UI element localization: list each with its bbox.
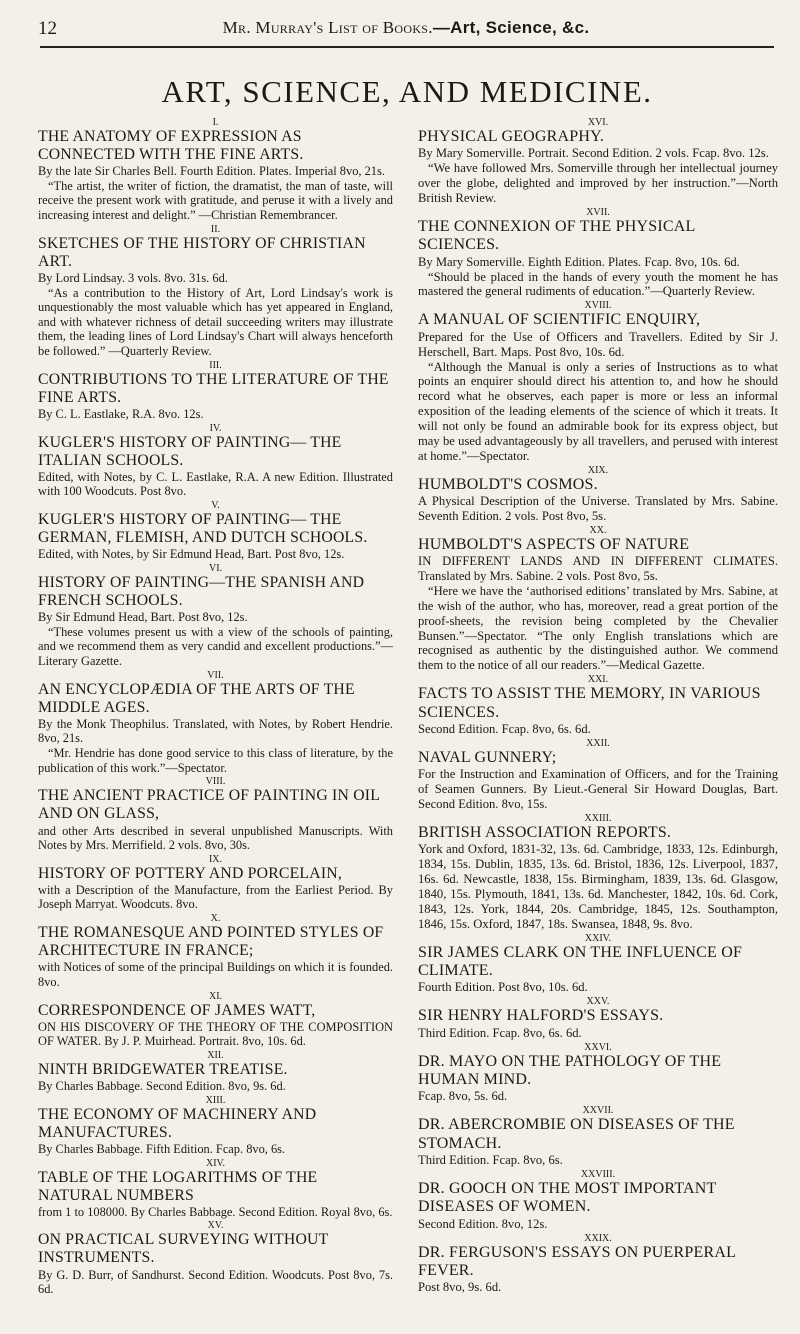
entry-review-quote: “As a contribution to the History of Art, Lord Lindsay's work is unquestionably the most valuable which has yet appeared in England, and with whatever richness of detail succeeding writers may illustrate them, the leading lines of Lord Lindsay's Chart will always henceforth be followed.” —Quarterly Review. [38, 285, 393, 359]
entry-title: DR. MAYO ON THE PATHOLOGY OF THE HUMAN MIND. [418, 1052, 722, 1088]
entry-number: XVI. [587, 117, 609, 128]
entry-description: Edited, with Notes, by C. L. Eastlake, R.A. A new Edition. Illustrated with 100 Woodcuts. Post 8vo. [38, 469, 393, 499]
catalogue-entry [418, 466, 778, 524]
entry-number: VIII. [205, 776, 226, 788]
entry-title: DR. FERGUSON'S ESSAYS ON PUERPERAL FEVER. [418, 1243, 736, 1279]
entry-number: XIII. [205, 1094, 226, 1106]
entry-number: XXVIII. [580, 1168, 616, 1180]
entry-title: FACTS TO ASSIST THE MEMORY, IN VARIOUS SCIENCES. [418, 685, 761, 721]
entry-title: CONTRIBUTIONS TO THE LITERATURE OF THE FINE ARTS. [38, 370, 389, 406]
entry-description: By Mary Somerville. Portrait. Second Edition. 2 vols. Fcap. 8vo. 12s. [418, 146, 769, 161]
entry-review-quote: “Mr. Hendrie has done good service to this class of literature, by the publication of this work.”—Spectator. [38, 746, 393, 775]
entry-title: DR. GOOCH ON THE MOST IMPORTANT DISEASES OF WOMEN. [418, 1179, 717, 1216]
entry-title: SIR HENRY HALFORD'S ESSAYS. [418, 1007, 664, 1025]
entry-description: Fourth Edition. Post 8vo, 10s. 6d. [418, 980, 588, 995]
entry-title: CORRESPONDENCE OF JAMES WATT, [38, 1001, 316, 1019]
left-column [38, 116, 393, 1299]
catalogue-entry [38, 914, 393, 989]
entry-review-quote: “These volumes present us with a view of the schools of painting, and we recommend them as very candid and excellent productions.”—Literary Gazette. [38, 624, 393, 668]
entry-title: THE ECONOMY OF MACHINERY AND MANUFACTURES. [38, 1105, 317, 1141]
catalogue-entry [38, 564, 393, 669]
entry-title: NINTH BRIDGEWATER TREATISE. [38, 1060, 288, 1078]
page-header [38, 18, 774, 42]
entry-title: SKETCHES OF THE HISTORY OF CHRISTIAN ART. [38, 234, 366, 270]
catalogue-entry [418, 1170, 778, 1232]
running-title-main: Mr. Murray's List of Books. [222, 18, 433, 37]
entry-number: IX. [208, 853, 223, 865]
entry-number: III. [209, 359, 222, 371]
entry-number: XIX. [587, 464, 609, 476]
entry-description: By the late Sir Charles Bell. Fourth Edition. Plates. Imperial 8vo, 21s. [38, 164, 385, 179]
entry-review-quote: “Here we have the ‘authorised editions’ translated by Mrs. Sabine, at the wish of the author, who has, moreover, read a great portion of the proof-sheets, the revision being completed by the Chevalier Bunsen.”—Spectator. “The only English translations which are recognised as authentic by the distinguished author. We commend them to the notice of all our readers.”—Medical Gazette. [418, 583, 778, 673]
entry-description: Third Edition. Fcap. 8vo, 6s. [418, 1153, 563, 1168]
entry-number: II. [210, 223, 221, 235]
catalogue-entry [38, 225, 393, 359]
entry-title: KUGLER'S HISTORY OF PAINTING— THE ITALIAN SCHOOLS. [38, 433, 342, 469]
entry-description: with Notices of some of the principal Buildings on which it is founded. 8vo. [38, 960, 393, 989]
entry-number: XXII. [586, 737, 610, 749]
catalogue-entry [38, 424, 393, 499]
entry-title: TABLE OF THE LOGARITHMS OF THE NATURAL NUMBERS [38, 1168, 318, 1204]
entry-number: XXIII. [584, 812, 612, 824]
entry-title: AN ENCYCLOPÆDIA OF THE ARTS OF THE MIDDLE AGES. [38, 680, 355, 716]
running-title-sub: —Art, Science, &c. [432, 18, 590, 37]
entry-description: IN DIFFERENT LANDS AND IN DIFFERENT CLIMATES. Translated by Mrs. Sabine. 2 vols. Post 8vo, 5s. [418, 554, 778, 584]
entry-title: THE ANCIENT PRACTICE OF PAINTING IN OIL AND ON GLASS, [38, 787, 380, 823]
right-column [418, 116, 778, 1297]
entry-title: PHYSICAL GEOGRAPHY. [418, 128, 605, 145]
entry-description: By G. D. Burr, of Sandhurst. Second Edition. Woodcuts. Post 8vo, 7s. 6d. [38, 1267, 393, 1297]
entry-review-quote: “Should be placed in the hands of every youth the moment he has mastered the general rudiments of education.”—Quarterly Review. [418, 269, 778, 299]
catalogue-entry [38, 777, 393, 852]
entry-review-quote: “Although the Manual is only a series of Instructions as to what points an enquirer should direct his attention to, and how he should record what he observes, each paper is more or less an informal exposition of the leading elements of the science of which it treats. It will not only be found an admirable book for its express object, but may be used advantageously by all travellers, and perused with interest at home.”—Spectator. [418, 359, 778, 463]
catalogue-entry [418, 1043, 778, 1105]
entry-title: HUMBOLDT'S COSMOS. [418, 475, 598, 493]
catalogue-entry [418, 814, 778, 932]
entry-description: from 1 to 108000. By Charles Babbage. Second Edition. Royal 8vo, 6s. [38, 1204, 393, 1219]
catalogue-entry [418, 739, 778, 812]
entry-description: Second Edition. 8vo, 12s. [418, 1216, 548, 1231]
entry-description: Post 8vo, 9s. 6d. [418, 1280, 502, 1295]
catalogue-entry [38, 1221, 393, 1296]
entry-title: HISTORY OF PAINTING—THE SPANISH AND FRENCH SCHOOLS. [38, 573, 365, 609]
catalogue-entry [38, 1051, 393, 1094]
entry-number: IV. [209, 422, 222, 434]
catalogue-entry [418, 1106, 778, 1168]
catalogue-entry [38, 361, 393, 422]
entry-description: For the Instruction and Examination of Officers, and for the Training of Seamen Gunners. By Lieut.-General Sir Howard Douglas, Bart. Second Edition. 8vo, 15s. [418, 767, 778, 812]
catalogue-entry [418, 675, 778, 737]
entry-description: York and Oxford, 1831-32, 13s. 6d. Cambridge, 1833, 12s. Edinburgh, 1834, 15s. Dublin, 1835, 13s. 6d. Bristol, 1836, 12s. Liverpool, 1837, 16s. 6d. Newcastle, 1838, 15s. Birmingham, 1839, 13s. 6d. Glasgow, 1840, 15s. Plymouth, 1841, 13s. 6d. Manchester, 1842, 10s. 6d. Cork, 1843, 12s. York, 1844, 20s. Cambridge, 1845, 12s. Southampton, 1846, 15s. Oxford, 1847, 18s. Swansea, 1848, 9s. 8vo. [418, 842, 778, 931]
entry-description: By the Monk Theophilus. Translated, with Notes, by Robert Hendrie. 8vo, 21s. [38, 716, 393, 746]
page-number: 12 [38, 18, 57, 39]
catalogue-entry [38, 501, 393, 562]
entry-description: Prepared for the Use of Officers and Travellers. Edited by Sir J. Herschell, Bart. Maps. Post 8vo, 10s. 6d. [418, 329, 778, 359]
entry-review-quote: “The artist, the writer of fiction, the dramatist, the man of taste, will receive the present work with gratitude, and peruse it with a lively and increasing interest and delight.” —Christian Remembrancer. [38, 178, 393, 223]
entry-title: DR. ABERCROMBIE ON DISEASES OF THE STOMACH. [418, 1116, 735, 1152]
entry-title: BRITISH ASSOCIATION REPORTS. [418, 823, 672, 841]
catalogue-entry [38, 1096, 393, 1157]
entry-number: X. [210, 913, 221, 925]
catalogue-entry [38, 855, 393, 912]
entry-number: I. [212, 117, 219, 128]
entry-description: with a Description of the Manufacture, from the Earliest Period. By Joseph Marryat. Woodcuts. 8vo. [38, 882, 393, 912]
entry-number: XII. [207, 1049, 224, 1061]
entry-number: XXIX. [584, 1232, 612, 1244]
entry-review-quote: “We have followed Mrs. Somerville through her intellectual journey over the globe, delighted and improved by her instruction.”—North British Review. [418, 161, 778, 206]
entry-description: Fcap. 8vo, 5s. 6d. [418, 1089, 508, 1104]
entry-description: By Lord Lindsay. 3 vols. 8vo. 31s. 6d. [38, 270, 228, 285]
entry-number: XXV. [586, 996, 610, 1008]
catalogue-entry [418, 301, 778, 463]
entry-number: XXVII. [582, 1105, 614, 1117]
entry-description: By C. L. Eastlake, R.A. 8vo. 12s. [38, 406, 204, 421]
entry-number: XX. [589, 524, 607, 536]
entry-title: SIR JAMES CLARK ON THE INFLUENCE OF CLIMATE. [418, 943, 743, 979]
entry-description: Third Edition. Fcap. 8vo, 6s. 6d. [418, 1025, 582, 1040]
entry-number: XXI. [587, 674, 609, 686]
entry-title: THE ANATOMY OF EXPRESSION AS CONNECTED WITH THE FINE ARTS. [38, 128, 304, 164]
entry-number: XI. [208, 990, 223, 1002]
section-title: ART, SCIENCE, AND MEDICINE. [161, 74, 653, 109]
entry-number: VI. [208, 562, 223, 574]
entry-description: Edited, with Notes, by Sir Edmund Head, Bart. Post 8vo, 12s. [38, 547, 345, 562]
entry-description: By Sir Edmund Head, Bart. Post 8vo, 12s. [38, 610, 248, 625]
entry-description: By Charles Babbage. Second Edition. 8vo, 9s. 6d. [38, 1079, 286, 1094]
entry-description: By Mary Somerville. Eighth Edition. Plates. Fcap. 8vo, 10s. 6d. [418, 254, 740, 269]
entry-number: V. [211, 500, 220, 511]
entry-number: VII. [207, 669, 224, 681]
header-rule [40, 46, 774, 48]
entry-title: THE ROMANESQUE AND POINTED STYLES OF ARCHITECTURE IN FRANCE; [38, 924, 384, 960]
entry-title: HISTORY OF POTTERY AND PORCELAIN, [38, 864, 342, 882]
catalogue-entry [418, 934, 778, 996]
entry-title: NAVAL GUNNERY; [418, 748, 557, 766]
entry-number: XVIII. [584, 300, 612, 312]
entry-description: ON HIS DISCOVERY OF THE THEORY OF THE COMPOSITION OF WATER. By J. P. Muirhead. Portrait. 8vo, 10s. 6d. [38, 1019, 393, 1049]
entry-description: By Charles Babbage. Fifth Edition. Fcap. 8vo, 6s. [38, 1141, 286, 1156]
catalogue-entry [418, 1234, 778, 1296]
entry-number: XXIV. [584, 932, 612, 944]
catalogue-entry [38, 118, 393, 223]
entry-number: XV. [207, 1220, 224, 1232]
catalogue-entry [38, 1159, 393, 1220]
entry-title: KUGLER'S HISTORY OF PAINTING— THE GERMAN, FLEMISH, AND DUTCH SCHOOLS. [38, 511, 368, 547]
catalogue-entry [418, 118, 778, 206]
running-title [38, 18, 774, 38]
entry-title: HUMBOLDT'S ASPECTS OF NATURE [418, 535, 690, 553]
entry-title: THE CONNEXION OF THE PHYSICAL SCIENCES. [418, 217, 695, 254]
entry-description: Second Edition. Fcap. 8vo, 6s. 6d. [418, 722, 591, 736]
entry-title: A MANUAL OF SCIENTIFIC ENQUIRY, [418, 311, 701, 329]
entry-number: XIV. [206, 1157, 225, 1169]
catalogue-entry [38, 992, 393, 1049]
catalogue-entry [418, 997, 778, 1040]
entry-number: XXVI. [584, 1041, 612, 1053]
catalogue-entry [418, 208, 778, 299]
entry-title: ON PRACTICAL SURVEYING WITHOUT INSTRUMENTS. [38, 1231, 329, 1267]
entry-description: A Physical Description of the Universe. Translated by Mrs. Sabine. Seventh Edition. 2 vols. Post 8vo, 5s. [418, 494, 778, 523]
entry-description: and other Arts described in several unpublished Manuscripts. With Notes by Mrs. Merrifield. 2 vols. 8vo, 30s. [38, 823, 393, 853]
entry-number: XVII. [586, 206, 610, 218]
catalogue-entry [38, 671, 393, 776]
catalogue-entry [418, 526, 778, 673]
